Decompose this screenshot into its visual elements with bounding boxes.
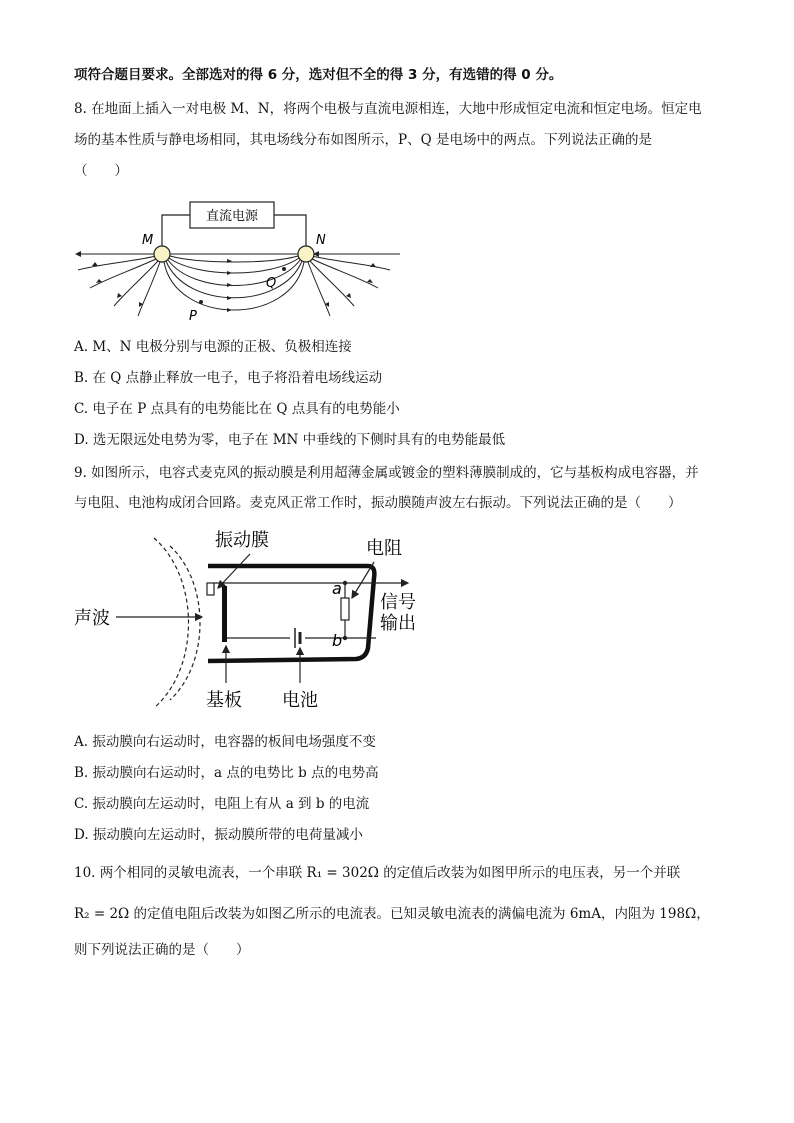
point-a-label: a bbox=[332, 579, 342, 598]
q8-option-d: D. 选无限远处电势为零，电子在 MN 中垂线的下侧时具有的电势能最低 bbox=[74, 432, 506, 448]
point-p bbox=[199, 300, 203, 304]
q9-option-a: A. 振动膜向右运动时，电容器的板间电场强度不变 bbox=[74, 734, 376, 750]
section-instructions: 项符合题目要求。全部选对的得 6 分，选对但不全的得 3 分，有选错的得 0 分。 bbox=[74, 67, 563, 83]
sound-wave-label: 声波 bbox=[74, 608, 110, 629]
q8-field-diagram bbox=[70, 192, 410, 327]
diaphragm-label: 振动膜 bbox=[215, 530, 269, 551]
q9-option-d: D. 振动膜向左运动时，振动膜所带的电荷量减小 bbox=[74, 827, 363, 843]
q9-option-c: C. 振动膜向左运动时，电阻上有从 a 到 b 的电流 bbox=[74, 796, 370, 812]
q8-option-a: A. M、N 电极分别与电源的正极、负极相连接 bbox=[74, 339, 352, 355]
label-n: N bbox=[316, 233, 326, 248]
electrode-n bbox=[298, 246, 314, 262]
q8-stem-line1: 8. 在地面上插入一对电极 M、N，将两个电极与直流电源相连，大地中形成恒定电流和恒定电场。恒定电 bbox=[74, 101, 702, 117]
q8-answer-paren: （ ） bbox=[74, 163, 128, 179]
q10-stem-line2: R₂ = 2Ω 的定值电阻后改装为如图乙所示的电流表。已知灵敏电流表的满偏电流为 6mA，内阻为 198Ω， bbox=[74, 906, 710, 922]
resistor bbox=[341, 598, 349, 620]
label-m: M bbox=[142, 233, 154, 248]
q9-stem-line2: 与电阻、电池构成闭合回路。麦克风正常工作时，振动膜随声波左右振动。下列说法正确的是（ ） bbox=[74, 495, 682, 511]
q9-stem-line1: 9. 如图所示，电容式麦克风的振动膜是利用超薄金属或镀金的塑料薄膜制成的，它与基板构成电容器，并 bbox=[74, 465, 699, 481]
battery-label: 电池 bbox=[282, 690, 318, 711]
q8-option-b: B. 在 Q 点静止释放一电子，电子将沿着电场线运动 bbox=[74, 370, 383, 386]
q10-stem-line1: 10. 两个相同的灵敏电流表，一个串联 R₁ = 302Ω 的定值后改装为如图甲所示的电压表，另一个并联 bbox=[74, 865, 681, 881]
q9-microphone-diagram bbox=[70, 528, 440, 718]
q8-option-c: C. 电子在 P 点具有的电势能比在 Q 点具有的电势能小 bbox=[74, 401, 400, 417]
point-b-label: b bbox=[332, 631, 343, 650]
electrode-m bbox=[154, 246, 170, 262]
q9-option-b: B. 振动膜向右运动时，a 点的电势比 b 点的电势高 bbox=[74, 765, 379, 781]
q8-stem-line2: 场的基本性质与静电场相同，其电场线分布如图所示，P、Q 是电场中的两点。下列说法正确的是 bbox=[74, 132, 652, 148]
signal-label-2: 输出 bbox=[380, 613, 416, 634]
signal-label-1: 信号 bbox=[380, 592, 416, 613]
label-p: P bbox=[189, 309, 197, 324]
substrate-label: 基板 bbox=[206, 690, 242, 711]
q10-stem-line3: 则下列说法正确的是（ ） bbox=[74, 942, 250, 958]
point-q bbox=[282, 267, 286, 271]
resistor-label: 电阻 bbox=[366, 538, 402, 559]
power-supply-label: 直流电源 bbox=[205, 209, 259, 224]
label-q: Q bbox=[266, 276, 277, 291]
diaphragm-plate bbox=[222, 586, 227, 642]
